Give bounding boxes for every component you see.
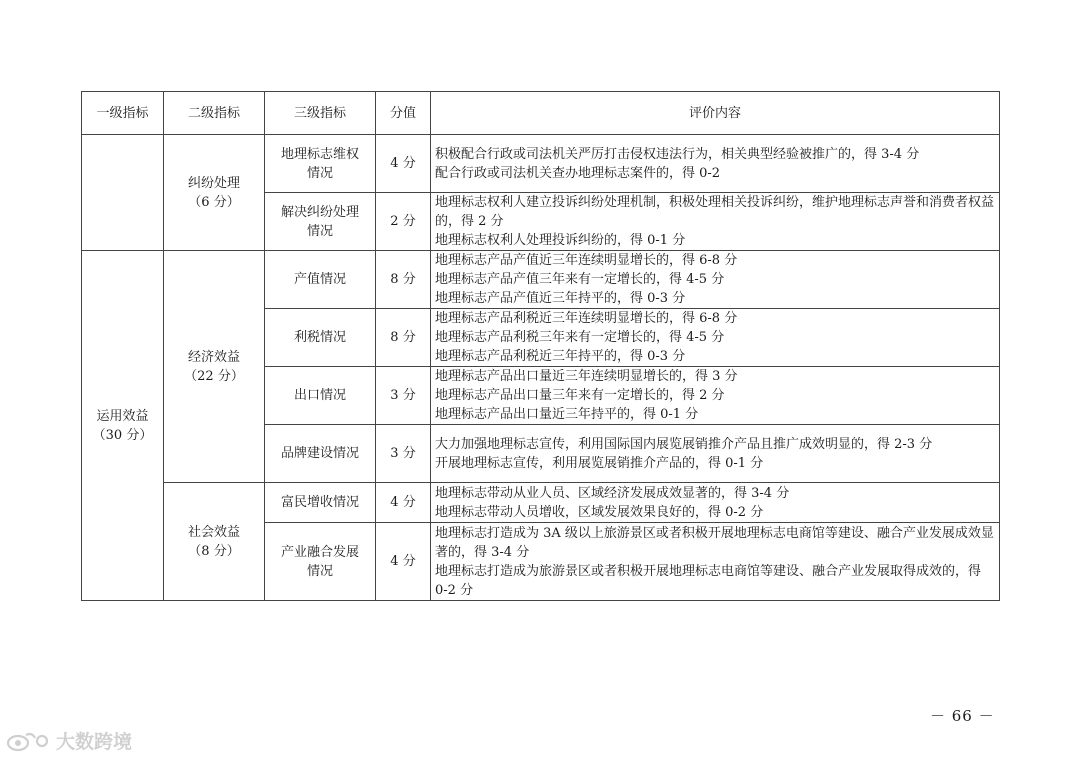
score-cell: 2 分 xyxy=(376,193,431,251)
content-line: 配合行政或司法机关查办地理标志案件的，得 0-2 xyxy=(435,165,721,181)
level3-indicator: 出口情况 xyxy=(265,367,376,425)
evaluation-content xyxy=(431,483,1000,523)
score-cell: 3 分 xyxy=(376,367,431,425)
level3-indicator: 富民增收情况 xyxy=(265,483,376,523)
content-line: 地理标志产品出口量近三年连续明显增长的，得 3 分 xyxy=(435,369,738,384)
level1-indicator: 运用效益 （30 分） xyxy=(82,251,164,601)
weibo-logo-icon xyxy=(6,729,50,753)
table-row xyxy=(82,483,1000,523)
watermark xyxy=(6,727,132,754)
column-header: 评价内容 xyxy=(431,92,1000,135)
evaluation-content xyxy=(431,523,1000,601)
level2-indicator: 经济效益 （22 分） xyxy=(164,251,265,483)
level3-indicator: 地理标志维权 情况 xyxy=(265,135,376,193)
content-line: 地理标志权利人处理投诉纠纷的，得 0-1 分 xyxy=(435,233,686,248)
level3-indicator: 利税情况 xyxy=(265,309,376,367)
content-line: 地理标志带动从业人员、区域经济发展成效显著的，得 3-4 分 xyxy=(435,485,790,501)
column-header: 三级指标 xyxy=(265,92,376,135)
level1-indicator xyxy=(82,135,164,251)
content-line: 地理标志产品利税近三年连续明显增长的，得 6-8 分 xyxy=(435,311,738,326)
table-header-row xyxy=(82,92,1000,135)
column-header: 二级指标 xyxy=(164,92,265,135)
score-cell: 4 分 xyxy=(376,483,431,523)
level3-indicator: 品牌建设情况 xyxy=(265,425,376,483)
column-header: 分值 xyxy=(376,92,431,135)
table-row xyxy=(82,251,1000,309)
table-body xyxy=(82,135,1000,601)
page-number: － 66 － xyxy=(930,707,995,725)
evaluation-content xyxy=(431,309,1000,367)
content-line: 开展地理标志宣传，利用展览展销推介产品的，得 0-1 分 xyxy=(435,455,764,471)
content-line: 地理标志产品产值三年来有一定增长的，得 4-5 分 xyxy=(435,272,725,287)
evaluation-content xyxy=(431,425,1000,483)
content-line: 地理标志打造成为旅游景区或者积极开展地理标志电商馆等建设、融合产业发展取得成效的，得 0-2 分 xyxy=(435,563,982,598)
content-line: 地理标志产品产值近三年持平的，得 0-3 分 xyxy=(435,291,686,306)
score-cell: 8 分 xyxy=(376,309,431,367)
evaluation-table xyxy=(81,91,1000,601)
content-line: 大力加强地理标志宣传，利用国际国内展览展销推介产品且推广成效明显的，得 2-3 分 xyxy=(435,436,933,452)
score-cell: 4 分 xyxy=(376,135,431,193)
content-line: 地理标志产品利税三年来有一定增长的，得 4-5 分 xyxy=(435,330,725,345)
content-line: 地理标志打造成为 3A 级以上旅游景区或者积极开展地理标志电商馆等建设、融合产业发展成效显著的，得 3-4 分 xyxy=(435,525,994,560)
score-cell: 3 分 xyxy=(376,425,431,483)
watermark-text: 大数跨境 xyxy=(56,731,133,753)
content-line: 地理标志带动人员增收，区域发展效果良好的，得 0-2 分 xyxy=(435,504,764,520)
level2-indicator: 社会效益 （8 分） xyxy=(164,483,265,601)
level3-indicator: 解决纠纷处理 情况 xyxy=(265,193,376,251)
evaluation-content xyxy=(431,367,1000,425)
column-header: 一级指标 xyxy=(82,92,164,135)
content-line: 积极配合行政或司法机关严厉打击侵权违法行为，相关典型经验被推广的，得 3-4 分 xyxy=(435,146,920,162)
level3-indicator: 产业融合发展 情况 xyxy=(265,523,376,601)
level2-indicator: 纠纷处理 （6 分） xyxy=(164,135,265,251)
evaluation-content xyxy=(431,135,1000,193)
evaluation-content xyxy=(431,193,1000,251)
score-cell: 4 分 xyxy=(376,523,431,601)
content-line: 地理标志权利人建立投诉纠纷处理机制，积极处理相关投诉纠纷，维护地理标志声誉和消费者权益的，得 2 分 xyxy=(435,195,995,229)
content-line: 地理标志产品产值近三年连续明显增长的，得 6-8 分 xyxy=(435,253,738,268)
level3-indicator: 产值情况 xyxy=(265,251,376,309)
score-cell: 8 分 xyxy=(376,251,431,309)
content-line: 地理标志产品出口量三年来有一定增长的，得 2 分 xyxy=(435,388,725,403)
content-line: 地理标志产品出口量近三年持平的，得 0-1 分 xyxy=(435,407,699,422)
evaluation-content xyxy=(431,251,1000,309)
table-row xyxy=(82,135,1000,193)
content-line: 地理标志产品利税近三年持平的，得 0-3 分 xyxy=(435,349,686,364)
